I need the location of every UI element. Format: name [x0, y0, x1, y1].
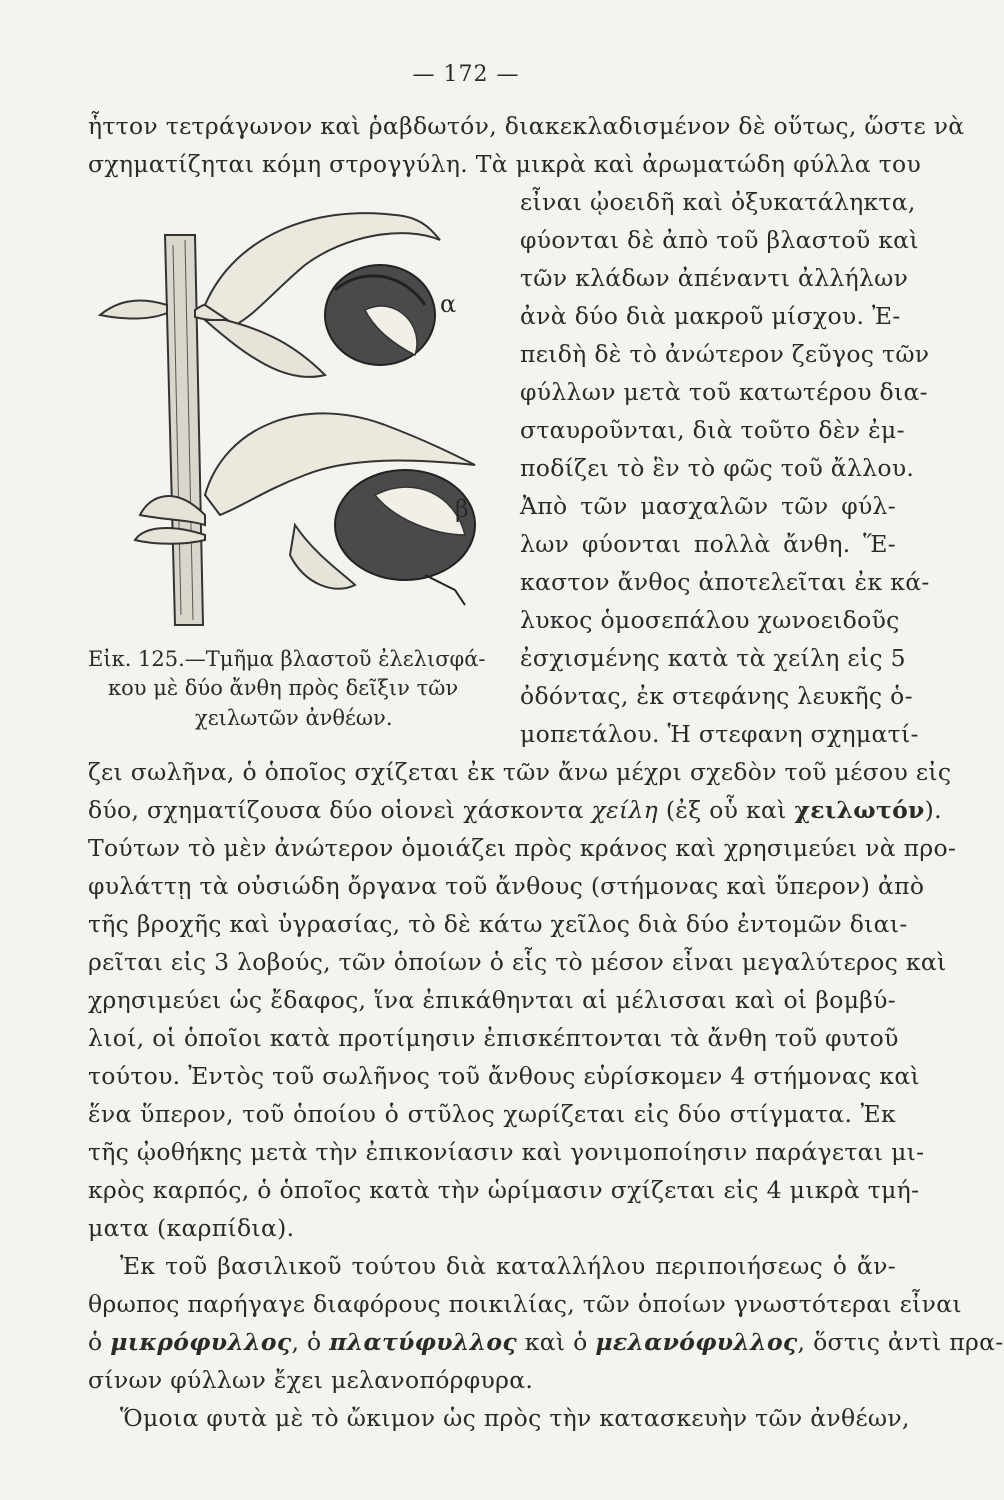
text-line-with-terms [88, 1328, 1004, 1356]
text-line: καστον ἄνθος ἀποτελεῖται ἐκ κά- [520, 568, 930, 596]
text-line: Ὅμοια φυτὰ μὲ τὸ ὤκιμον ὡς πρὸς τὴν κατασκευὴν τῶν ἀνθέων, [120, 1404, 910, 1432]
text-line: κρὸς καρπός, ὁ ὁποῖος κατὰ τὴν ὡρίμασιν σχίζεται εἰς 4 μικρὰ τμή- [88, 1176, 920, 1204]
text-line: λων φύονται πολλὰ ἄνθη. Ἕ- [520, 530, 896, 558]
text-line: μοπετάλου. Ἡ στεφανη σχηματί- [520, 720, 919, 748]
sage-stem-drawing [95, 195, 515, 635]
text-line: ζει σωλῆνα, ὁ ὁποῖος σχίζεται ἐκ τῶν ἄνω μέχρι σχεδὸν τοῦ μέσου εἰς [88, 758, 952, 786]
text-span: , ὅστις ἀντὶ πρα- [797, 1328, 1004, 1356]
text-line: εἶναι ᾠοειδῆ καὶ ὀξυκατάληκτα, [520, 188, 916, 216]
text-line: Ἀπὸ τῶν μασχαλῶν τῶν φύλ- [520, 492, 896, 520]
text-line-with-term [88, 796, 942, 824]
text-line: ὀδόντας, ἐκ στεφάνης λευκῆς ὁ- [520, 682, 913, 710]
text-span: δύο, σχηματίζουσα δύο οἱονεὶ χάσκοντα [88, 796, 592, 824]
text-line: ματα (καρπίδια). [88, 1214, 295, 1242]
figure-label-a: α [440, 290, 457, 318]
text-line: λυκος ὁμοσεπάλου χωνοειδοῦς [520, 606, 900, 634]
figure-caption: Εἰκ. 125.—Τμῆμα βλαστοῦ ἐλελισφά- [88, 647, 486, 671]
text-line: ἐσχισμένης κατὰ τὰ χείλη εἰς 5 [520, 644, 906, 672]
text-line: ἀνὰ δύο διὰ μακροῦ μίσχου. Ἐ- [520, 302, 901, 330]
text-span: ). [924, 796, 942, 824]
text-span: , ὁ [291, 1328, 330, 1356]
text-line: θρωπος παρήγαγε διαφόρους ποικιλίας, τῶν ὁποίων γνωστότεραι εἶναι [88, 1290, 962, 1318]
term-melanofyllos: μελανόφυλλος [595, 1328, 798, 1356]
text-span: ὁ [88, 1328, 111, 1356]
flower-illustration [95, 195, 515, 635]
text-line: ποδίζει τὸ ἓν τὸ φῶς τοῦ ἄλλου. [520, 454, 915, 482]
text-line: Τούτων τὸ μὲν ἀνώτερον ὁμοιάζει πρὸς κράνος καὶ χρησιμεύει νὰ προ- [88, 834, 957, 862]
text-line: λιοί, οἱ ὁποῖοι κατὰ προτίμησιν ἐπισκέπτονται τὰ ἄνθη τοῦ φυτοῦ [88, 1024, 899, 1052]
page-number: — 172 — [412, 62, 520, 87]
text-line: χρησιμεύει ὡς ἔδαφος, ἵνα ἐπικάθηνται αἱ μέλισσαι καὶ οἱ βομβύ- [88, 986, 896, 1014]
text-line: φύονται δὲ ἀπὸ τοῦ βλαστοῦ καὶ [520, 226, 919, 254]
text-line: σίνων φύλλων ἔχει μελανοπόρφυρα. [88, 1366, 534, 1394]
text-line: ἕνα ὕπερον, τοῦ ὁποίου ὁ στῦλος χωρίζεται εἰς δύο στίγματα. Ἐκ [88, 1100, 896, 1128]
figure-label-b: β [455, 495, 469, 523]
text-line: φυλάττῃ τὰ οὐσιώδη ὄργανα τοῦ ἄνθους (στήμονας καὶ ὕπερον) ἀπὸ [88, 872, 925, 900]
term-cheilwton: χειλωτόν [794, 796, 925, 824]
text-line: τῶν κλάδων ἀπέναντι ἀλλήλων [520, 264, 909, 292]
text-line: τῆς ᾠοθήκης μετὰ τὴν ἐπικονίασιν καὶ γονιμοποίησιν παράγεται μι- [88, 1138, 925, 1166]
text-line: ἧττον τετράγωνον καὶ ῥαβδωτόν, διακεκλαδισμένον δὲ οὕτως, ὥστε νὰ [88, 112, 965, 140]
term-cheile: χείλη [591, 796, 659, 824]
text-span: καὶ ὁ [516, 1328, 596, 1356]
figure-caption: κου μὲ δύο ἄνθη πρὸς δεῖξιν τῶν [108, 676, 459, 700]
text-line: σχηματίζηται κόμη στρογγύλη. Τὰ μικρὰ καὶ ἀρωματώδη φύλλα του [88, 150, 922, 178]
text-line: τούτου. Ἐντὸς τοῦ σωλῆνος τοῦ ἄνθους εὑρίσκομεν 4 στήμονας καὶ [88, 1062, 921, 1090]
term-platyfyllos: πλατύφυλλος [329, 1328, 517, 1356]
text-line: σταυροῦνται, διὰ τοῦτο δὲν ἐμ- [520, 416, 905, 444]
text-line: Ἐκ τοῦ βασιλικοῦ τούτου διὰ καταλλήλου περιποιήσεως ὁ ἄν- [120, 1252, 896, 1280]
term-mikrofyllos: μικρόφυλλος [110, 1328, 292, 1356]
text-line: τῆς βροχῆς καὶ ὑγρασίας, τὸ δὲ κάτω χεῖλος διὰ δύο ἐντομῶν διαι- [88, 910, 908, 938]
text-span: (ἐξ οὗ καὶ [658, 796, 795, 824]
figure-caption: χειλωτῶν ἀνθέων. [195, 706, 393, 730]
text-line: φύλλων μετὰ τοῦ κατωτέρου δια- [520, 378, 928, 406]
text-line: ρεῖται εἰς 3 λοβούς, τῶν ὁποίων ὁ εἷς τὸ μέσον εἶναι μεγαλύτερος καὶ [88, 948, 947, 976]
text-line: πειδὴ δὲ τὸ ἀνώτερον ζεῦγος τῶν [520, 340, 930, 368]
